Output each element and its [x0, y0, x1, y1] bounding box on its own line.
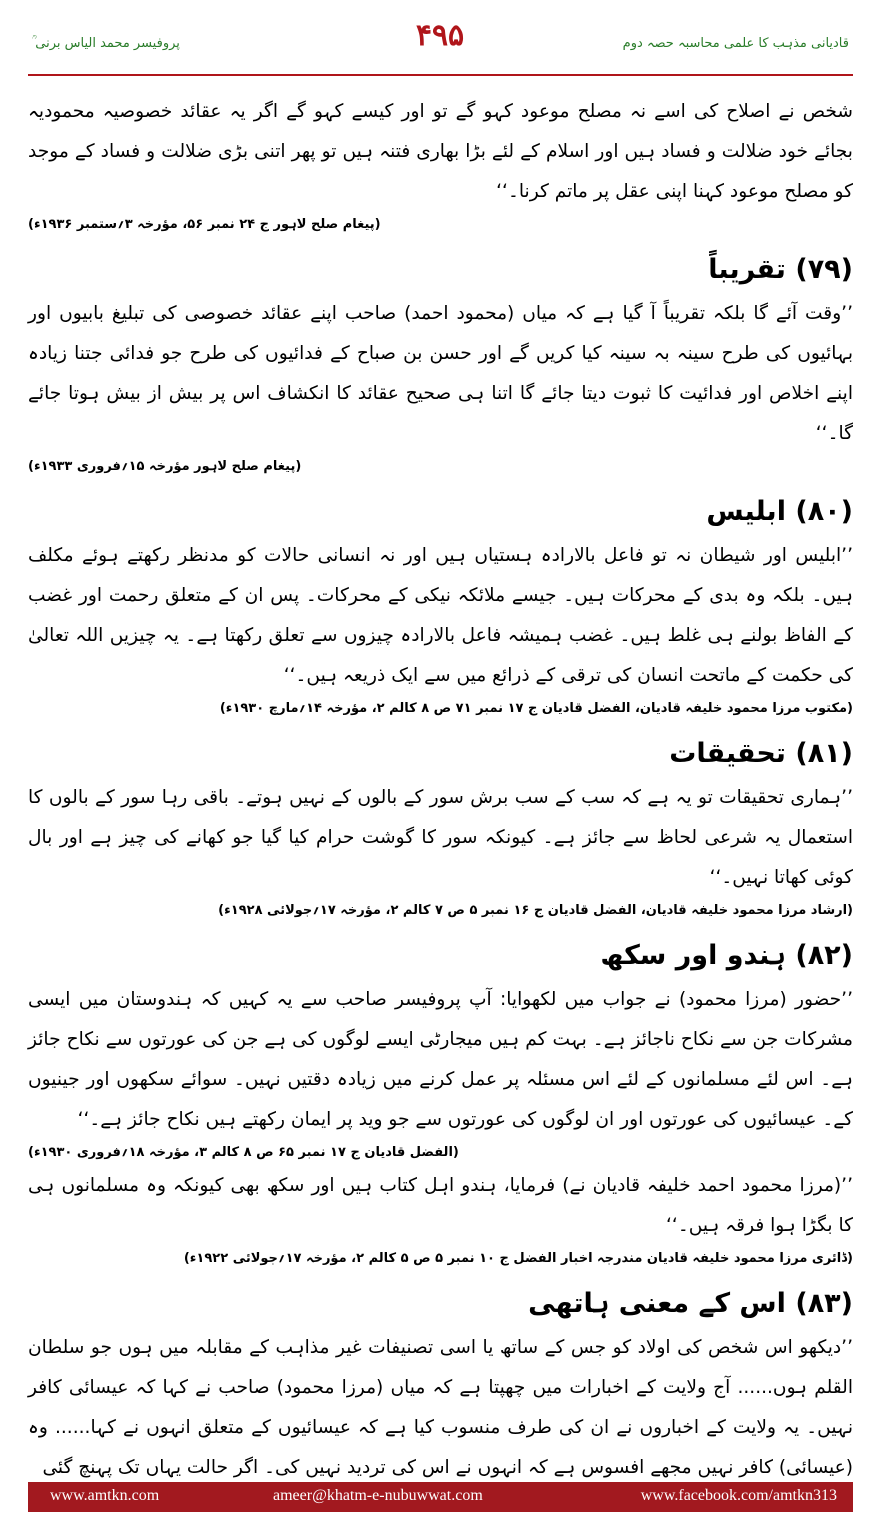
section-heading: (۸۳) اس کے معنی ہاتھی	[528, 1288, 853, 1319]
paragraph: ’’وقت آئے گا بلکہ تقریباً آ گیا ہے کہ میاں (محمود احمد) صاحب اپنے عقائد خصوصی کی تبلیغ بابیوں اور بہائیوں کی طرح سینہ بہ سینہ کیا کریں گے اور حسن بن صباح کے فدائیوں کی طرح جو فدائی جتنا زیادہ اپنے اخلاص اور فدائیت کا ثبوت دیتا جائے گا اتنا ہی صحیح عقائد کا انکشاف اس پر بیش از بیش ہوتا جائے گا۔‘‘	[28, 303, 853, 444]
paragraph: شخص نے اصلاح کی اسے نہ مصلح موعود کہو گے تو اور کیسے کہو گے اگر یہ عقائد خصوصیہ محمودیہ بجائے خود ضلالت و فساد ہیں اور اسلام کے لئے بڑا بھاری فتنہ ہیں تو پھر اتنی بڑی ضلالت و فساد کے موجد کو مصلح موعود کہنا اپنی عقل پر ماتم کرنا۔‘‘	[28, 101, 853, 202]
section-79	[28, 246, 853, 480]
facebook-link[interactable]: www.facebook.com/amtkn313	[640, 1487, 837, 1504]
section-heading: (۸۱) تحقیقات	[669, 738, 853, 769]
website-link[interactable]: www.amtkn.com	[50, 1487, 160, 1504]
citation: (ارشاد مرزا محمود خلیفہ قادیان، الفضل قادیان ج ۱۶ نمبر ۵ ص ۷ کالم ۲، مؤرخہ ۱۷؍جولائی ۱۹۲۸ء)	[218, 903, 853, 918]
section-continued	[28, 92, 853, 238]
section-heading: (۸۲) ہندو اور سکھ	[600, 940, 853, 971]
page-number: ۴۹۵	[415, 18, 465, 53]
section-heading: (۷۹) تقریباً	[708, 254, 853, 285]
email-link[interactable]: ameer@khatm-e-nubuwwat.com	[273, 1487, 483, 1504]
paragraph: ’’ہماری تحقیقات تو یہ ہے کہ سب کے سب برش سور کے بالوں کے نہیں ہوتے۔ باقی رہا سور کے بالوں کا استعمال یہ شرعی لحاظ سے جائز ہے۔ کیونکہ سور کا گوشت حرام کیا گیا جو کھانے کی چیز ہے اور بال کوئی کھاتا نہیں۔‘‘	[28, 787, 853, 888]
citation: (مکتوب مرزا محمود خلیفہ قادیان، الفضل قادیان ج ۱۷ نمبر ۷۱ ص ۸ کالم ۲، مؤرخہ ۱۴؍مارچ ۱۹۳۰ء)	[219, 701, 853, 716]
paragraph: ’’ابلیس اور شیطان نہ تو فاعل بالارادہ ہستیاں ہیں اور نہ انسانی حالات کو مدنظر رکھتے ہوئے مکلف ہیں۔ بلکہ وہ بدی کے محرکات ہیں۔ جیسے ملائکہ نیکی کے محرکات۔ پس ان کے متعلق رحمت اور غضب کے الفاظ بولنے ہی غلط ہیں۔ غضب ہمیشہ فاعل بالارادہ چیزوں سے تعلق رکھتا ہے۔ یہ چیزیں اللہ تعالیٰ کی حکمت کے ماتحت انسان کی ترقی کے ذرائع میں سے ایک ذریعہ ہیں۔‘‘	[28, 545, 853, 686]
citation: (ڈائری مرزا محمود خلیفہ قادیان مندرجہ اخبار الفضل ج ۱۰ نمبر ۵ ص ۵ کالم ۲، مؤرخہ ۱۷؍جولائی ۱۹۲۲ء)	[183, 1251, 853, 1266]
author-name: پروفیسر محمد الیاس برنی ؒ	[32, 36, 180, 51]
paragraph: ’’دیکھو اس شخص کی اولاد کو جس کے ساتھ یا اسی تصنیفات غیر مذاہب کے مقابلہ میں ہوں جو سلطان القلم ہوں...... آج ولایت کے اخبارات میں چھپتا ہے کہ میاں (مرزا محمود) صاحب نے کہا کہ عیسائی کافر نہیں۔ یہ ولایت کے اخباروں نے ان کی طرف منسوب کیا ہے کہ عیسائیوں کے متعلق انہوں نے کہا...... وہ (عیسائی) کافر نہیں مجھے افسوس ہے کہ انہوں نے اس کی تردید نہیں کی۔ اگر حالت یہاں تک پہنچ گئی	[28, 1337, 853, 1478]
citation: (الفضل قادیان ج ۱۷ نمبر ۶۵ ص ۸ کالم ۳، مؤرخہ ۱۸؍فروری ۱۹۳۰ء)	[28, 1145, 459, 1160]
citation: (پیغام صلح لاہور مؤرخہ ۱۵؍فروری ۱۹۳۳ء)	[28, 459, 302, 474]
section-heading: (۸۰) ابلیس	[706, 496, 853, 527]
page-footer	[28, 1482, 853, 1512]
page-body	[28, 92, 853, 1478]
page-header	[0, 0, 881, 80]
section-81	[28, 730, 853, 924]
section-80	[28, 488, 853, 722]
paragraph: ’’حضور (مرزا محمود) نے جواب میں لکھوایا: آپ پروفیسر صاحب سے یہ کہیں کہ ہندوستان میں ایسی مشرکات جن سے نکاح ناجائز ہے۔ بہت کم ہیں میجارٹی ایسے لوگوں کی ہے جن کی عورتوں سے نکاح جائز ہے۔ اس لئے مسلمانوں کے لئے اس مسئلہ پر عمل کرنے میں زیادہ دقتیں نہیں۔ سوائے سکھوں اور جینیوں کے۔ عیسائیوں کی عورتوں اور ان لوگوں کی عورتوں سے جو وید پر ایمان رکھتے ہیں نکاح جائز ہے۔‘‘	[28, 989, 853, 1130]
citation: (پیغام صلح لاہور ج ۲۴ نمبر ۵۶، مؤرخہ ۳؍ستمبر ۱۹۳۶ء)	[28, 217, 381, 232]
header-divider	[28, 74, 853, 76]
section-82	[28, 932, 853, 1272]
section-83	[28, 1280, 853, 1488]
paragraph: ’’(مرزا محمود احمد خلیفہ قادیان نے) فرمایا، ہندو اہل کتاب ہیں اور سکھ بھی کیونکہ وہ مسلمانوں ہی کا بگڑا ہوا فرقہ ہیں۔‘‘	[28, 1175, 853, 1236]
book-title: قادیانی مذہب کا علمی محاسبہ حصہ دوم	[622, 36, 849, 51]
